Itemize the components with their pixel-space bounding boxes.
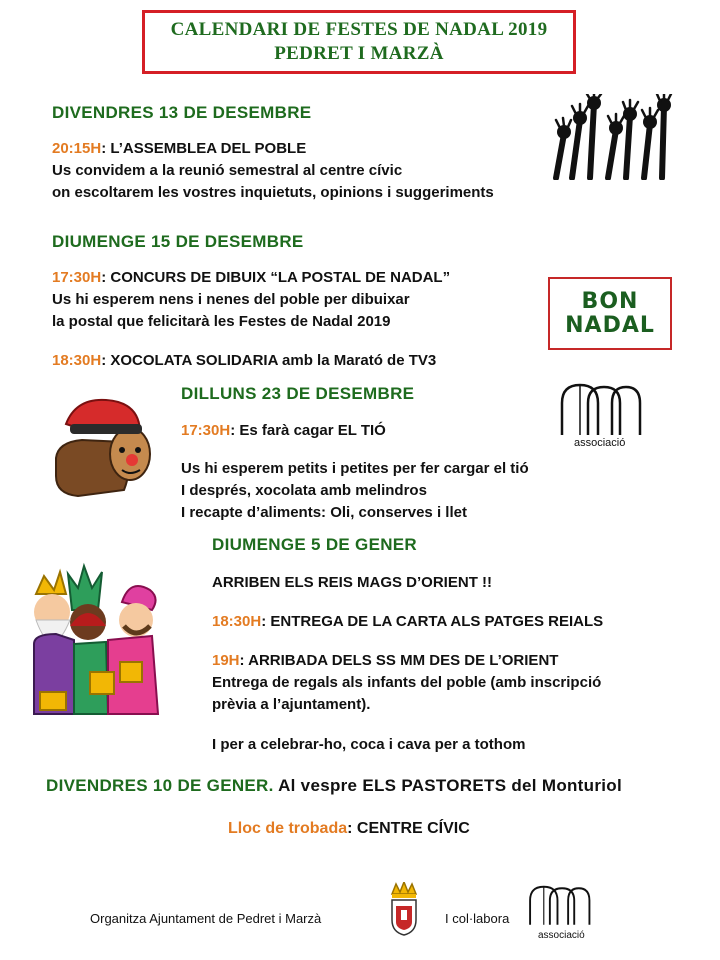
association-label: associació [538,930,585,941]
event-description: I per a celebrar-ho, coca i cava per a tothom [212,736,526,753]
event-pastorets [46,776,622,796]
event-tio [181,420,386,442]
event-concurs [52,267,450,289]
heading-dec13: DIVENDRES 13 DE DESEMBRE [52,103,312,122]
event-description: Entrega de regals als infants del poble (amb inscripció [212,674,602,691]
event-description: la postal que felicitarà les Festes de Nadal 2019 [52,313,391,330]
event-description: Us hi esperem nens i nenes del poble per dibuixar [52,291,410,308]
association-logo-footer [524,880,594,944]
time-label: 17:30H [52,269,102,286]
heading-dec23: DILLUNS 23 DE DESEMBRE [181,384,415,403]
time-label: 18:30H [212,613,262,630]
association-logo-icon [554,381,646,437]
event-title: : L’ASSEMBLEA DEL POBLE [101,140,307,157]
time-label: 18:30H [52,352,102,369]
event-title: Al vespre ELS PASTORETS del Monturiol [273,776,622,795]
page-subtitle: PEDRET I MARZÀ [274,43,444,64]
association-logo [554,381,646,453]
event-xocolata [52,350,436,372]
page-title: CALENDARI DE FESTES DE NADAL 2019 [170,19,548,40]
badge-text: NADAL [565,312,655,338]
association-label: associació [574,437,626,449]
event-description: Us convidem a la reunió semestral al centre cívic [52,162,403,179]
event-reis: ARRIBEN ELS REIS MAGS D’ORIENT !! [212,574,493,591]
meeting-value: : CENTRE CÍVIC [347,820,470,837]
association-logo-icon [524,880,594,930]
event-description: Us hi esperem petits i petites per fer cargar el tió [181,460,529,477]
heading-jan10: DIVENDRES 10 DE GENER. [46,776,274,795]
event-title: : ENTREGA DE LA CARTA ALS PATGES REIALS [261,613,604,630]
time-label: 17:30H [181,422,231,439]
collab-text: I col·labora [445,911,510,926]
event-title: : XOCOLATA SOLIDARIA amb la Marató de TV3 [101,352,437,369]
event-description: on escoltarem les vostres inquietuts, opinions i suggeriments [52,184,494,201]
coat-of-arms-icon [388,882,420,936]
three-kings-icon [26,554,166,724]
event-description: prèvia a l’ajuntament). [212,696,371,713]
meeting-point [228,820,470,838]
heading-jan5: DIUMENGE 5 DE GENER [212,535,418,554]
badge-text: BON [581,288,639,314]
event-title: : Es farà cagar EL TIÓ [230,422,386,439]
heading-dec15: DIUMENGE 15 DE DESEMBRE [52,232,304,251]
event-description: I recapte d’aliments: Oli, conserves i llet [181,504,467,521]
event-carta [212,611,603,633]
event-title: : ARRIBADA DELS SS MM DES DE L’ORIENT [239,652,559,669]
organizer-text: Organitza Ajuntament de Pedret i Marzà [90,911,322,926]
bon-nadal-badge [548,277,672,350]
title-box [142,10,576,74]
event-description: I després, xocolata amb melindros [181,482,427,499]
tio-log-icon [48,394,156,504]
event-assemblea [52,138,306,160]
event-arribada [212,650,558,672]
time-label: 19H [212,652,240,669]
meeting-label: Lloc de trobada [228,820,348,837]
event-title: : CONCURS DE DIBUIX “LA POSTAL DE NADAL” [101,269,451,286]
time-label: 20:15H [52,140,102,157]
raised-hands-icon [546,94,674,180]
